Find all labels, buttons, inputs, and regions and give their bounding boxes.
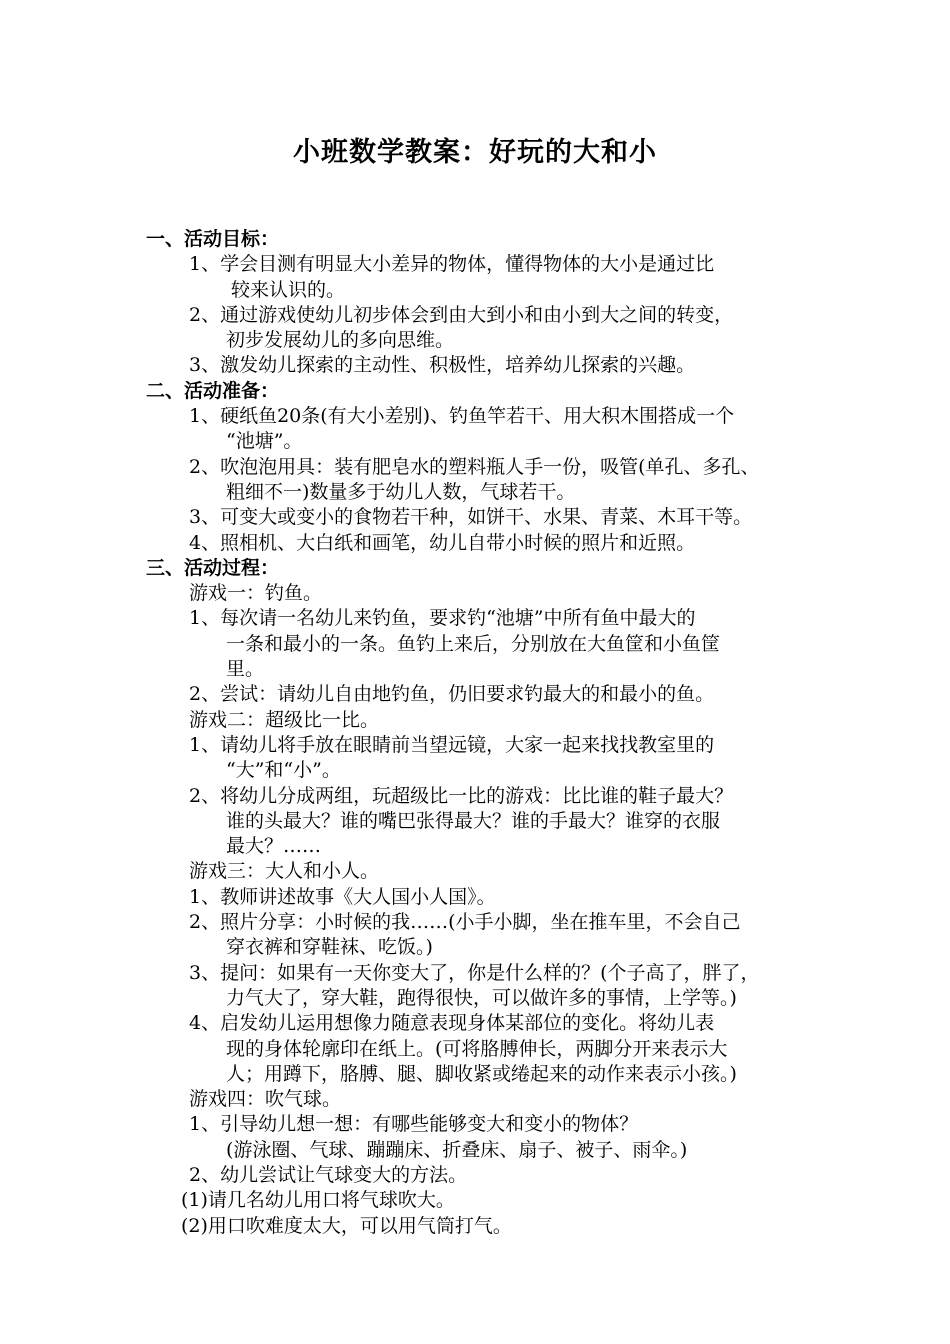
list-item: 3、提问：如果有一天你变大了，你是什么样的？(个子高了，胖了， [189, 961, 760, 984]
list-item-continuation: “池塘”。 [226, 430, 303, 453]
list-item: 3、激发幼儿探索的主动性、积极性，培养幼儿探索的兴趣。 [189, 354, 696, 377]
list-item: 4、启发幼儿运用想像力随意表现身体某部位的变化。将幼儿表 [189, 1012, 715, 1035]
document-title: 小班数学教案：好玩的大和小 [293, 137, 657, 168]
game-heading: 游戏一：钓鱼。 [189, 582, 323, 605]
list-item-continuation: (游泳圈、气球、蹦蹦床、折叠床、扇子、被子、雨伞。) [226, 1138, 688, 1161]
list-item: 2、照片分享：小时候的我……(小手小脚，坐在推车里，不会自己 [189, 911, 741, 934]
section-heading: 一、活动目标： [146, 228, 280, 250]
list-item: 2、将幼儿分成两组，玩超级比一比的游戏：比比谁的鞋子最大？ [189, 784, 734, 807]
list-item-continuation: “大”和“小”。 [226, 759, 341, 782]
list-item-continuation: 初步发展幼儿的多向思维。 [226, 329, 455, 352]
list-item: 2、幼儿尝试让气球变大的方法。 [189, 1163, 468, 1186]
list-item: 2、尝试：请幼儿自由地钓鱼，仍旧要求钓最大的和最小的鱼。 [189, 683, 715, 706]
sub-item: (2)用口吹难度太大，可以用气筒打气。 [181, 1214, 512, 1237]
list-item-continuation: 较来认识的。 [231, 278, 346, 301]
game-heading: 游戏二：超级比一比。 [189, 708, 380, 731]
section-heading: 二、活动准备： [146, 379, 280, 402]
list-item: 1、硬纸鱼20条(有大小差别)、钓鱼竿若干、用大积木围搭成一个 [189, 405, 735, 428]
game-heading: 游戏四：吹气球。 [189, 1088, 342, 1111]
list-item-continuation: 穿衣裤和穿鞋袜、吃饭。) [226, 936, 433, 959]
document-body [0, 227, 950, 1239]
list-item: 4、照相机、大白纸和画笔，幼儿自带小时候的照片和近照。 [189, 531, 696, 554]
list-item: 3、可变大或变小的食物若干种，如饼干、水果、青菜、木耳干等。 [189, 506, 753, 529]
list-item: 2、通过游戏使幼儿初步体会到由大到小和由小到大之间的转变， [189, 303, 734, 326]
list-item-continuation: 里。 [226, 658, 265, 681]
list-item: 2、吹泡泡用具：装有肥皂水的塑料瓶人手一份，吸管(单孔、多孔、 [189, 455, 760, 478]
list-item-continuation: 现的身体轮廓印在纸上。(可将胳膊伸长，两脚分开来表示大 [226, 1037, 728, 1060]
list-item: 1、每次请一名幼儿来钓鱼，要求钓“池塘”中所有鱼中最大的 [189, 607, 696, 630]
list-item-continuation: 最大？…… [226, 835, 322, 858]
game-heading: 游戏三：大人和小人。 [189, 860, 380, 883]
list-item-continuation: 一条和最小的一条。鱼钓上来后，分别放在大鱼筐和小鱼筐 [226, 632, 721, 655]
section-heading: 三、活动过程： [146, 556, 280, 579]
list-item-continuation: 粗细不一)数量多于幼儿人数，气球若干。 [226, 480, 576, 503]
list-item-continuation: 人；用蹲下，胳膊、腿、脚收紧或绻起来的动作来表示小孩。) [226, 1062, 737, 1085]
list-item-continuation: 谁的头最大？谁的嘴巴张得最大？谁的手最大？谁穿的衣服 [226, 809, 721, 832]
list-item: 1、教师讲述故事《大人国小人国》。 [189, 885, 496, 908]
list-item: 1、请幼儿将手放在眼睛前当望远镜，大家一起来找找教室里的 [189, 733, 715, 756]
list-item: 1、学会目测有明显大小差异的物体，懂得物体的大小是通过比 [189, 253, 715, 276]
sub-item: (1)请几名幼儿用口将气球吹大。 [181, 1189, 455, 1212]
list-item: 1、引导幼儿想一想：有哪些能够变大和变小的物体？ [189, 1113, 639, 1136]
list-item-continuation: 力气大了，穿大鞋，跑得很快，可以做许多的事情，上学等。) [226, 986, 737, 1009]
